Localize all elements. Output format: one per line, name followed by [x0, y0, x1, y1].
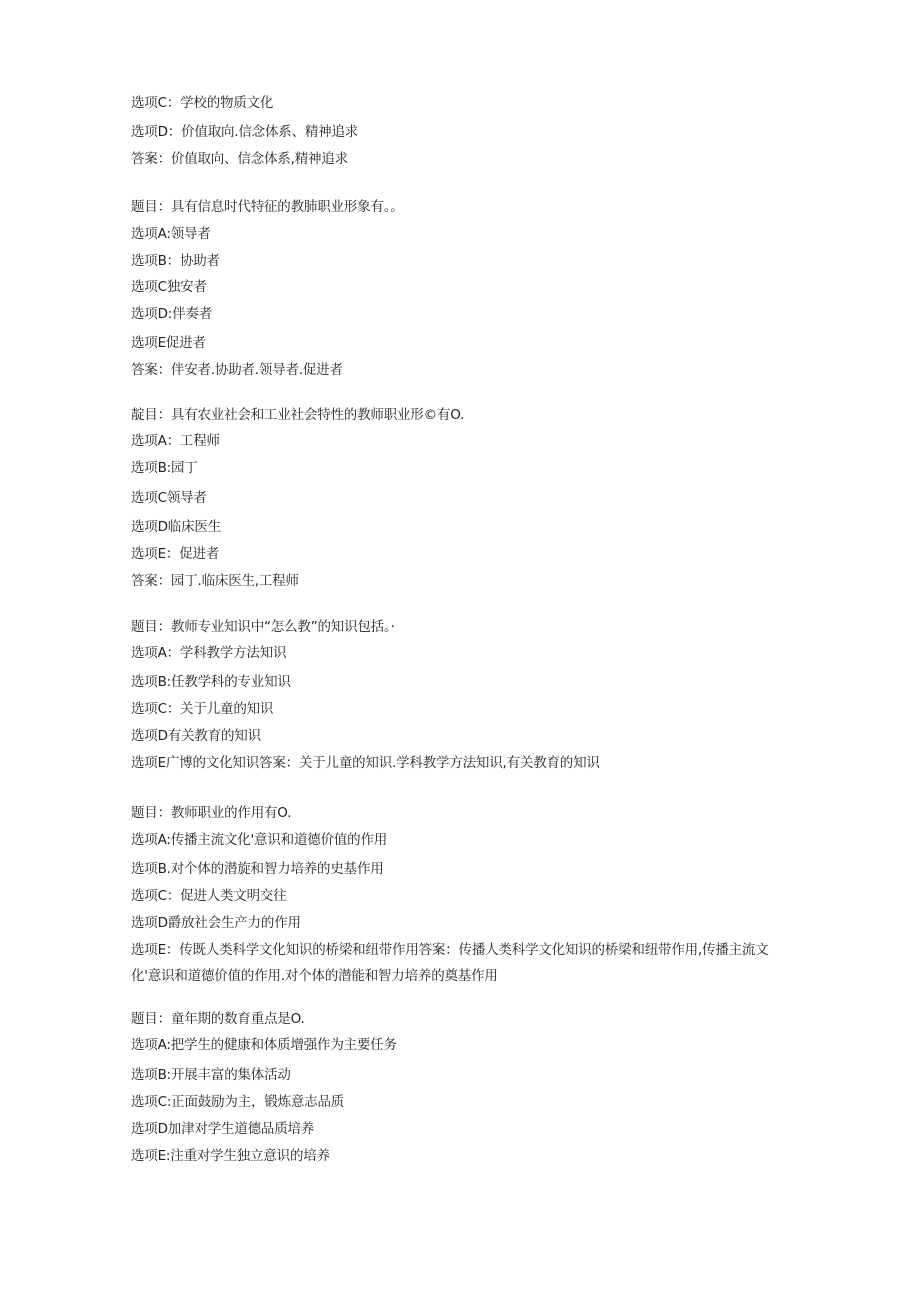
option-line: 选项B:开展丰富的集体活动	[131, 1067, 291, 1083]
option-answer-line: 选项E：传既人类科学文化知识的桥梁和纽带作用答案：传播人类科学文化知识的桥梁和纽带作用,传播主流文化'意识和道德价值的作用.对个体的潜能和智力培养的奠基作用	[131, 942, 769, 984]
option-line: 选项A:把学生的健康和体质增强作为主要任务	[131, 1037, 397, 1053]
option-line: 选项D有关教育的知识	[131, 728, 261, 744]
option-line: 选项E：促进者	[131, 546, 220, 562]
option-line: 选项D:伴奏者	[131, 306, 213, 322]
question-line: 题目：教师专业知识中“怎么教”的知识包括。·	[131, 619, 395, 635]
option-line: 选项B:任教学科的专业知识	[131, 674, 291, 690]
option-line: 选项E广博的文化知识答案：关于儿童的知识.学科教学方法知识,有关教育的知识	[131, 755, 600, 771]
option-line: 选项D加津对学生道德品质培养	[131, 1121, 315, 1137]
option-line: 选项A:领导者	[131, 226, 211, 242]
option-line: 选项C独安者	[131, 279, 207, 295]
option-line: 选项E:注重对学生独立意识的培养	[131, 1148, 330, 1164]
option-line: 选项B.对个体的潜旋和智力培养的史基作用	[131, 861, 384, 877]
option-line: 选项E促进者	[131, 335, 206, 351]
option-line: 选项C领导者	[131, 490, 207, 506]
option-line: 选项D临床医生	[131, 519, 221, 535]
option-line: 选项B：协助者	[131, 253, 220, 269]
option-line: 选项C：学校的物质文化	[131, 95, 274, 111]
option-line: 选项C：关于儿童的知识	[131, 701, 274, 717]
option-line: 选项D：价值取向.信念体系、精神追求	[131, 124, 359, 140]
answer-line: 答案：园丁.临床医生,工程师	[131, 573, 299, 589]
answer-line: 答案：价值取向、信念体系,精神追求	[131, 151, 348, 167]
option-line: 选项A：学科教学方法知识	[131, 645, 287, 661]
option-line: 选项B:园丁	[131, 460, 198, 476]
answer-line: 答案：伴安者.协助者.领导者.促进者	[131, 362, 343, 378]
option-line: 选项C：促进人类文明交往	[131, 888, 287, 904]
option-line: 选项D爵放社会生产力的作用	[131, 915, 301, 931]
question-line: 题目：具有信息时代特征的教肺职业形象有。。	[131, 199, 404, 215]
question-line: 题目：童年期的数育重点是O.	[131, 1011, 305, 1027]
question-line: 题目：教师职业的作用有O.	[131, 805, 292, 821]
option-line: 选项A:传播主流文化'意识和道德价值的作用	[131, 832, 388, 848]
option-line: 选项A：工程师	[131, 433, 220, 449]
question-line: 靛目：具有农业社会和工业社会特性的教师职业形©有O.	[131, 407, 465, 423]
option-line: 选项C:正面鼓励为主，锻炼意志品质	[131, 1094, 345, 1110]
